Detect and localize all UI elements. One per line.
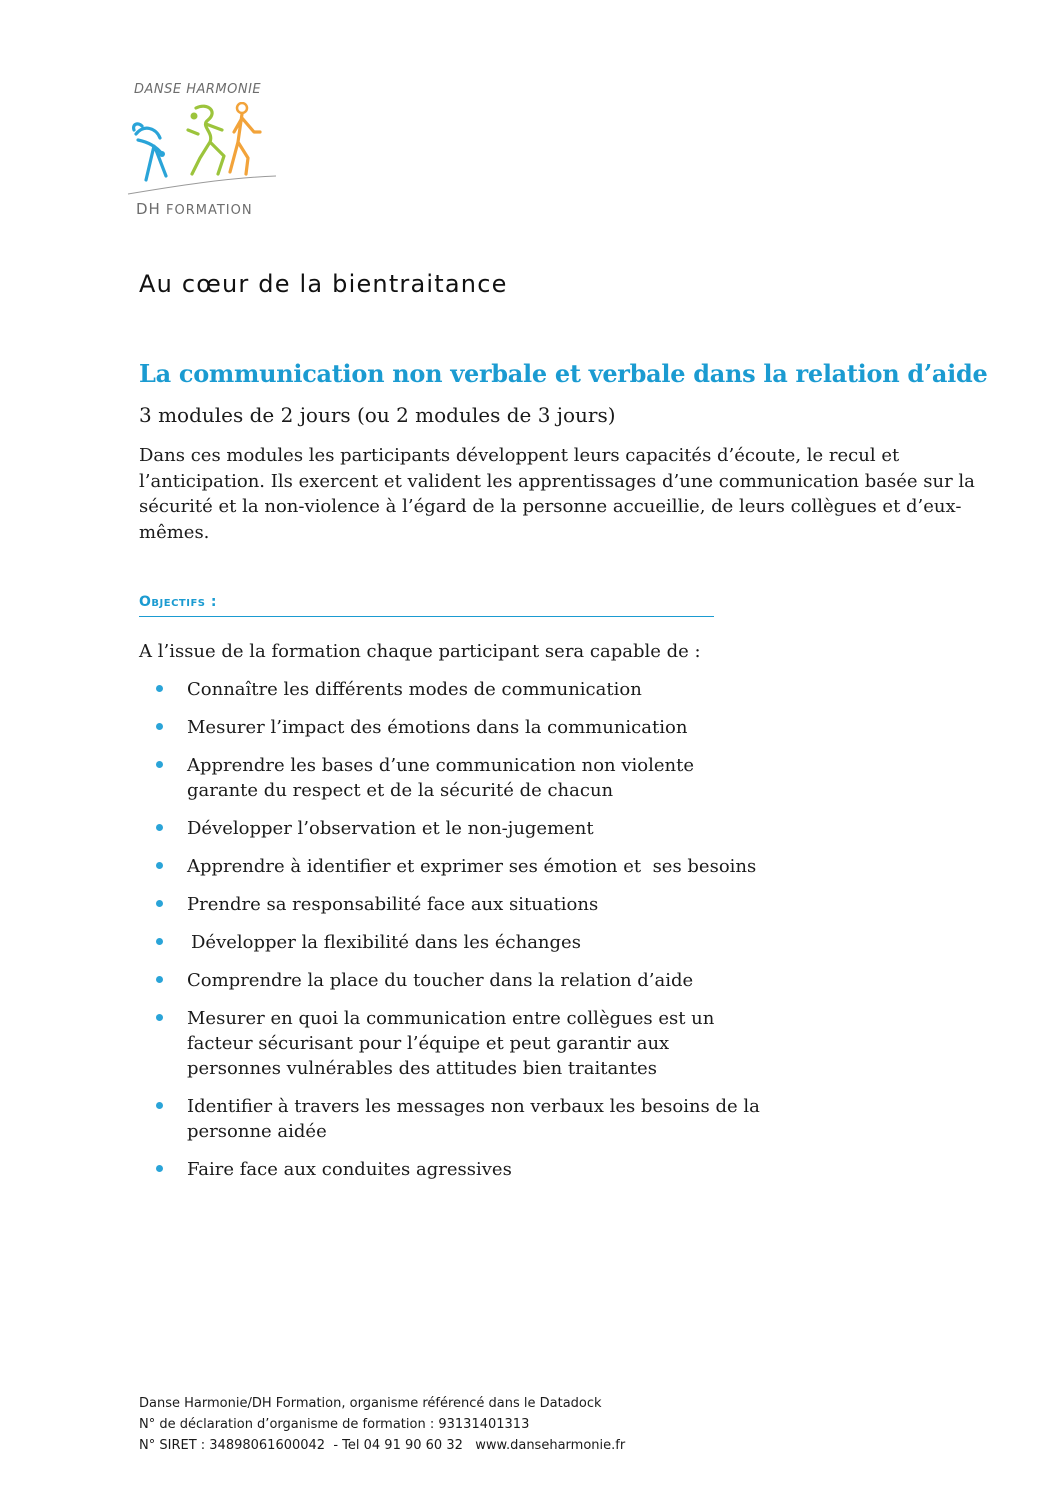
bullet-icon bbox=[156, 938, 163, 945]
bullet-icon bbox=[156, 1165, 163, 1172]
list-item bbox=[150, 968, 850, 993]
list-item bbox=[150, 753, 727, 803]
objectives-divider bbox=[139, 616, 714, 617]
page-subtitle: 3 modules de 2 jours (ou 2 modules de 3 jours) bbox=[139, 403, 616, 427]
bullet-icon bbox=[156, 862, 163, 869]
list-item-text: Mesurer l’impact des émotions dans la communication bbox=[187, 717, 688, 738]
bullet-icon bbox=[156, 761, 163, 768]
list-item bbox=[150, 677, 850, 702]
page-title: La communication non verbale et verbale dans la relation d’aide bbox=[139, 359, 988, 388]
objectives-lead: A l’issue de la formation chaque participant sera capable de : bbox=[139, 641, 701, 662]
dancers-icon bbox=[126, 102, 282, 198]
footer bbox=[139, 1393, 625, 1456]
list-item-text: Prendre sa responsabilité face aux situations bbox=[187, 894, 599, 915]
list-item bbox=[150, 930, 850, 955]
list-item-text: Développer l’observation et le non-jugement bbox=[187, 818, 594, 839]
list-item-text: Connaître les différents modes de communication bbox=[187, 679, 642, 700]
footer-line-declaration: N° de déclaration d’organisme de formation : 93131401313 bbox=[139, 1417, 530, 1432]
list-item-text: Apprendre à identifier et exprimer ses émotion et ses besoins bbox=[187, 856, 757, 877]
list-item-text: Développer la flexibilité dans les échanges bbox=[191, 932, 581, 953]
list-item-text: Identifier à travers les messages non verbaux les besoins de la personne aidée bbox=[187, 1096, 760, 1142]
list-item-text: Mesurer en quoi la communication entre collègues est un facteur sécurisant pour l’équipe et peut garantir aux personnes vulnérables des attitudes bien traitantes bbox=[187, 1008, 715, 1079]
tagline: Au cœur de la bientraitance bbox=[139, 270, 508, 298]
objectives-list bbox=[150, 677, 850, 1195]
bullet-icon bbox=[156, 824, 163, 831]
bullet-icon bbox=[156, 1014, 163, 1021]
list-item bbox=[150, 1006, 767, 1081]
bullet-icon bbox=[156, 723, 163, 730]
bullet-icon bbox=[156, 685, 163, 692]
list-item bbox=[150, 715, 850, 740]
list-item bbox=[150, 892, 850, 917]
list-item bbox=[150, 816, 850, 841]
list-item bbox=[150, 854, 850, 879]
list-item-text: Faire face aux conduites agressives bbox=[187, 1159, 512, 1180]
list-item bbox=[150, 1157, 850, 1182]
logo-bottom-prefix: DH bbox=[136, 200, 161, 218]
bullet-icon bbox=[156, 976, 163, 983]
list-item-text: Apprendre les bases d’une communication non violente garante du respect et de la sécurité de chacun bbox=[187, 755, 695, 801]
footer-line-organisme: Danse Harmonie/DH Formation, organisme référencé dans le Datadock bbox=[139, 1396, 602, 1411]
list-item bbox=[150, 1094, 827, 1144]
footer-line-siret: N° SIRET : 34898061600042 - Tel 04 91 90 60 32 www.danseharmonie.fr bbox=[139, 1438, 626, 1453]
intro-paragraph: Dans ces modules les participants développent leurs capacités d’écoute, le recul et l’anticipation. Ils exercent et valident les apprentissages d’une communication basée sur la sécurité et la non-violence à l’égard de la personne accueillie, de leurs collègues et d’eux-mêmes. bbox=[139, 445, 975, 543]
logo bbox=[126, 82, 282, 222]
objectives-heading: Objectifs : bbox=[139, 594, 217, 610]
logo-top-text: DANSE HARMONIE bbox=[134, 82, 262, 97]
bullet-icon bbox=[156, 1102, 163, 1109]
list-item-text: Comprendre la place du toucher dans la relation d’aide bbox=[187, 970, 694, 991]
logo-bottom-text bbox=[136, 200, 253, 218]
logo-bottom-suffix: FORMATION bbox=[165, 203, 253, 218]
bullet-icon bbox=[156, 900, 163, 907]
